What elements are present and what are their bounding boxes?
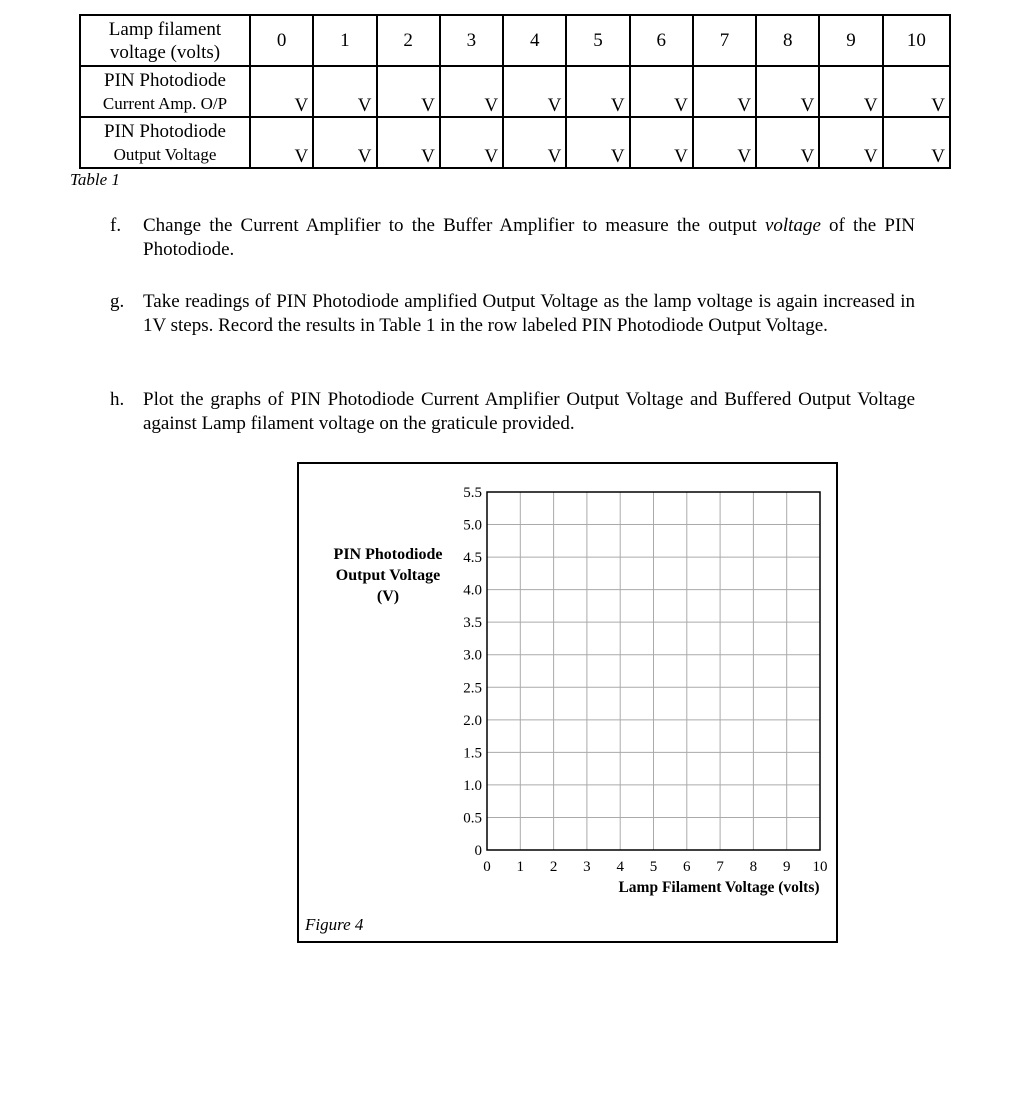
x-tick-label: 10 bbox=[812, 859, 828, 875]
reading-cell[interactable]: V bbox=[377, 66, 440, 117]
reading-cell[interactable]: V bbox=[693, 117, 756, 168]
y-label-line: (V) bbox=[376, 588, 400, 605]
row-label-line: PIN Photodiode bbox=[104, 120, 226, 142]
x-tick-label: 3 bbox=[583, 859, 591, 875]
reading-cell[interactable]: V bbox=[819, 66, 882, 117]
step-g bbox=[110, 290, 915, 338]
reading-cell[interactable]: V bbox=[566, 66, 629, 117]
x-tick-label: 9 bbox=[782, 859, 791, 875]
results-table bbox=[79, 14, 951, 169]
table-row bbox=[80, 117, 950, 168]
step-emphasis: voltage bbox=[764, 215, 821, 236]
row-label-line: Output Voltage bbox=[113, 144, 217, 164]
step-text: of the PIN Photodiode. bbox=[143, 215, 916, 260]
x-tick-label: 0 bbox=[483, 859, 491, 875]
voltage-header-cell: 3 bbox=[440, 15, 503, 66]
y-tick-label: 3.5 bbox=[463, 615, 482, 632]
reading-cell[interactable]: V bbox=[630, 117, 693, 168]
graticule bbox=[299, 464, 836, 941]
reading-cell[interactable]: V bbox=[883, 117, 950, 168]
step-text: Plot the graphs of PIN Photodiode Current Amplifier Output Voltage and Buffered Output Voltage against Lamp filament voltage on the graticule provided. bbox=[143, 389, 915, 434]
step-f bbox=[110, 214, 915, 262]
voltage-header-cell: 2 bbox=[377, 15, 440, 66]
y-tick-label: 5.0 bbox=[463, 517, 482, 534]
table-caption: Table 1 bbox=[70, 170, 120, 189]
row-label bbox=[80, 117, 250, 168]
y-tick-label: 0 bbox=[474, 843, 482, 859]
reading-cell[interactable]: V bbox=[313, 66, 376, 117]
step-label: f. bbox=[110, 215, 122, 236]
step-text: Change the Current Amplifier to the Buffer Amplifier to measure the output bbox=[143, 215, 765, 236]
table-row bbox=[80, 66, 950, 117]
x-tick-label: 6 bbox=[683, 859, 691, 875]
y-tick-label: 0.5 bbox=[463, 810, 482, 827]
x-tick-label: 8 bbox=[749, 859, 758, 875]
reading-cell[interactable]: V bbox=[503, 66, 566, 117]
y-tick-label: 4.5 bbox=[463, 550, 482, 567]
row-label-line: Current Amp. O/P bbox=[102, 93, 228, 113]
reading-cell[interactable]: V bbox=[440, 66, 503, 117]
reading-cell[interactable]: V bbox=[756, 66, 819, 117]
y-label-line: PIN Photodiode bbox=[333, 546, 443, 563]
figure-caption: Figure 4 bbox=[305, 915, 364, 934]
y-tick-label: 3.0 bbox=[463, 647, 482, 664]
voltage-header-cell: 10 bbox=[883, 15, 950, 66]
reading-cell[interactable]: V bbox=[756, 117, 819, 168]
header-line: Lamp filament bbox=[108, 18, 222, 40]
voltage-header-cell: 6 bbox=[630, 15, 693, 66]
reading-cell[interactable]: V bbox=[566, 117, 629, 168]
y-tick-label: 1.0 bbox=[463, 777, 482, 794]
step-h bbox=[110, 388, 915, 436]
reading-cell[interactable]: V bbox=[377, 117, 440, 168]
voltage-header-cell: 7 bbox=[693, 15, 756, 66]
voltage-header-cell: 8 bbox=[756, 15, 819, 66]
reading-cell[interactable]: V bbox=[819, 117, 882, 168]
x-tick-label: 1 bbox=[516, 859, 525, 875]
x-tick-label: 7 bbox=[716, 859, 724, 875]
reading-cell[interactable]: V bbox=[250, 66, 313, 117]
table-row bbox=[80, 15, 950, 66]
voltage-header-cell: 9 bbox=[819, 15, 882, 66]
y-tick-label: 1.5 bbox=[463, 745, 482, 762]
reading-cell[interactable]: V bbox=[250, 117, 313, 168]
figure-4 bbox=[297, 462, 838, 943]
y-tick-label: 5.5 bbox=[463, 485, 482, 501]
reading-cell[interactable]: V bbox=[630, 66, 693, 117]
step-text: Take readings of PIN Photodiode amplified Output Voltage as the lamp voltage is again increased in 1V steps. Record the results in Table 1 in the row labeled PIN Photodiode Output Voltage. bbox=[143, 291, 915, 336]
voltage-header-cell: 0 bbox=[250, 15, 313, 66]
x-axis-label: Lamp Filament Voltage (volts) bbox=[618, 879, 820, 896]
reading-cell[interactable]: V bbox=[883, 66, 950, 117]
step-label: g. bbox=[110, 291, 125, 312]
y-tick-label: 4.0 bbox=[463, 582, 482, 599]
voltage-header-cell: 1 bbox=[313, 15, 376, 66]
row-label-line: PIN Photodiode bbox=[104, 69, 226, 91]
y-label-line: Output Voltage bbox=[335, 567, 441, 584]
reading-cell[interactable]: V bbox=[313, 117, 376, 168]
x-tick-label: 4 bbox=[616, 859, 624, 875]
reading-cell[interactable]: V bbox=[440, 117, 503, 168]
header-line: voltage (volts) bbox=[109, 41, 221, 63]
x-tick-label: 2 bbox=[549, 859, 558, 875]
voltage-header-cell: 5 bbox=[566, 15, 629, 66]
x-tick-label: 5 bbox=[649, 859, 658, 875]
y-tick-label: 2.0 bbox=[463, 712, 482, 729]
y-tick-label: 2.5 bbox=[463, 680, 482, 697]
header-cell bbox=[80, 15, 250, 66]
voltage-header-cell: 4 bbox=[503, 15, 566, 66]
row-label bbox=[80, 66, 250, 117]
reading-cell[interactable]: V bbox=[693, 66, 756, 117]
step-label: h. bbox=[110, 389, 125, 410]
reading-cell[interactable]: V bbox=[503, 117, 566, 168]
